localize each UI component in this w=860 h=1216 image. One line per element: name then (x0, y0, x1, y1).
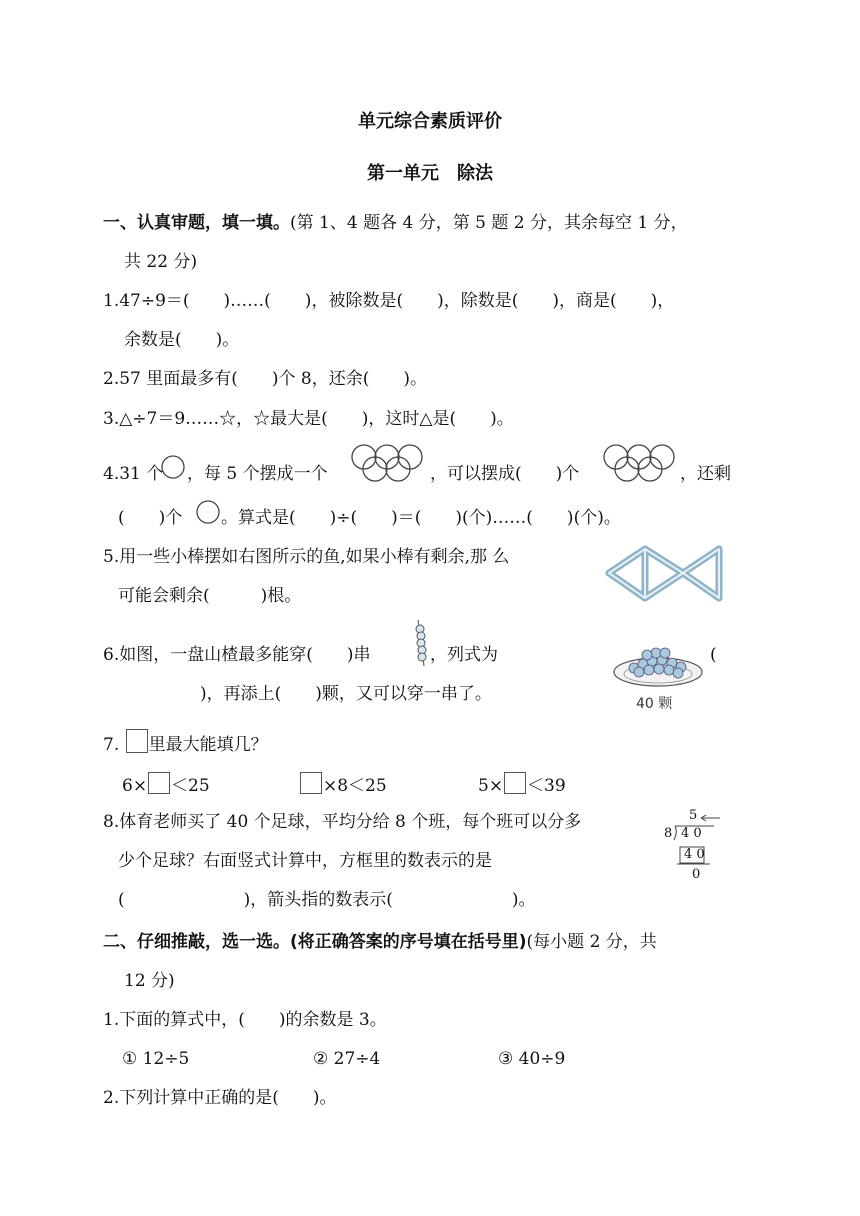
question-7-expr-2 (299, 772, 387, 797)
expr-2-suffix: ×8＜25 (323, 776, 387, 796)
question-7-expr-1 (122, 772, 210, 797)
question-4-part-4: ，还剩 (680, 464, 731, 484)
blank-box (126, 729, 148, 753)
section-1-note-2: 共 22 分) (124, 252, 198, 272)
section-2-heading (103, 931, 657, 953)
option-1: ① 12÷5 (122, 1049, 190, 1069)
section-2-title: 二、仔细推敲，选一选。(将正确答案的序号填在括号里) (103, 932, 527, 952)
question-8-line-3: ( )，箭头指的数表示( )。 (118, 890, 536, 910)
question-6-part-1: 6.如图，一盘山楂最多能穿( )串 (103, 645, 371, 665)
question-8-line-1: 8.体育老师买了 40 个足球，平均分给 8 个班，每个班可以分多 (103, 812, 582, 832)
expr-1-prefix: 6× (122, 776, 148, 796)
division-remainder: 0 (692, 867, 701, 882)
question-3: 3.△÷7＝9……☆，☆最大是( )，这时△是( )。 (103, 409, 514, 429)
option-2: ② 27÷4 (313, 1049, 381, 1069)
section-2-note-2: 12 分) (124, 971, 175, 991)
division-dividend: 4 0 (681, 826, 702, 841)
question-6-line-2: )，再添上( )颗，又可以穿一串了。 (200, 684, 492, 704)
question-2: 2.57 里面最多有( )个 8，还余( )。 (103, 369, 428, 389)
three-circles-icon (346, 443, 428, 485)
question-5-line-2: 可能会剩余( )根。 (118, 586, 302, 606)
circle-icon (195, 499, 221, 525)
expr-3-suffix: ＜39 (527, 776, 566, 796)
hawthorn-plate-figure (612, 640, 704, 690)
question-4-part-6: 。算式是( )÷( )＝( )(个)……( )(个)。 (221, 508, 621, 528)
expr-1-suffix: ＜25 (171, 776, 210, 796)
page-title: 单元综合素质评价 (358, 111, 502, 132)
question-5-line-1: 5.用一些小棒摆如右图所示的鱼,如果小棒有剩余,那 么 (103, 547, 510, 567)
question-1-line-2: 余数是( )。 (124, 330, 240, 350)
section-1-note: (第 1、4 题各 4 分，第 5 题 2 分，其余每空 1 分， (290, 213, 688, 233)
division-divisor: 8 (664, 826, 673, 841)
section-2-question-1: 1.下面的算式中，( )的余数是 3。 (103, 1010, 387, 1030)
section-2-question-2: 2.下列计算中正确的是( )。 (103, 1088, 337, 1108)
three-circles-icon (598, 443, 680, 485)
section-1-title: 一、认真审题，填一填。 (103, 213, 290, 233)
blank-box (504, 772, 526, 794)
blank-box (300, 772, 322, 794)
fish-sticks-figure (605, 543, 725, 605)
question-1-line-1: 1.47÷9＝( )……( )，被除数是( )，除数是( )，商是( )， (103, 291, 675, 311)
blank-box (148, 772, 170, 794)
page-subtitle: 第一单元 除法 (367, 163, 493, 184)
option-3: ③ 40÷9 (498, 1049, 566, 1069)
question-6-part-2: ，列式为 (430, 645, 498, 665)
skewer-icon (413, 620, 429, 666)
plate-caption: 40 颗 (636, 696, 673, 712)
expr-3-prefix: 5× (478, 776, 504, 796)
question-8-line-2: 少个足球？右面竖式计算中，方框里的数表示的是 (118, 851, 492, 871)
division-quotient: 5 (689, 808, 698, 823)
section-1-heading (103, 212, 688, 234)
question-7-line-1 (103, 729, 268, 756)
question-7-number: 7. (103, 735, 120, 755)
division-product: 4 0 (684, 847, 705, 862)
circle-icon (160, 454, 186, 480)
question-4-part-1: 4.31 个 (103, 464, 164, 484)
question-7-expr-3 (478, 772, 566, 797)
question-6-part-3: ( (710, 645, 717, 665)
question-7-prompt: 里最大能填几？ (148, 735, 268, 755)
question-4-part-3: ，可以摆成( )个 (430, 464, 580, 484)
section-2-note: (每小题 2 分，共 (526, 932, 657, 952)
question-4-part-2: ，每 5 个摆成一个 (187, 464, 328, 484)
question-4-part-5: ( )个 (118, 508, 183, 528)
